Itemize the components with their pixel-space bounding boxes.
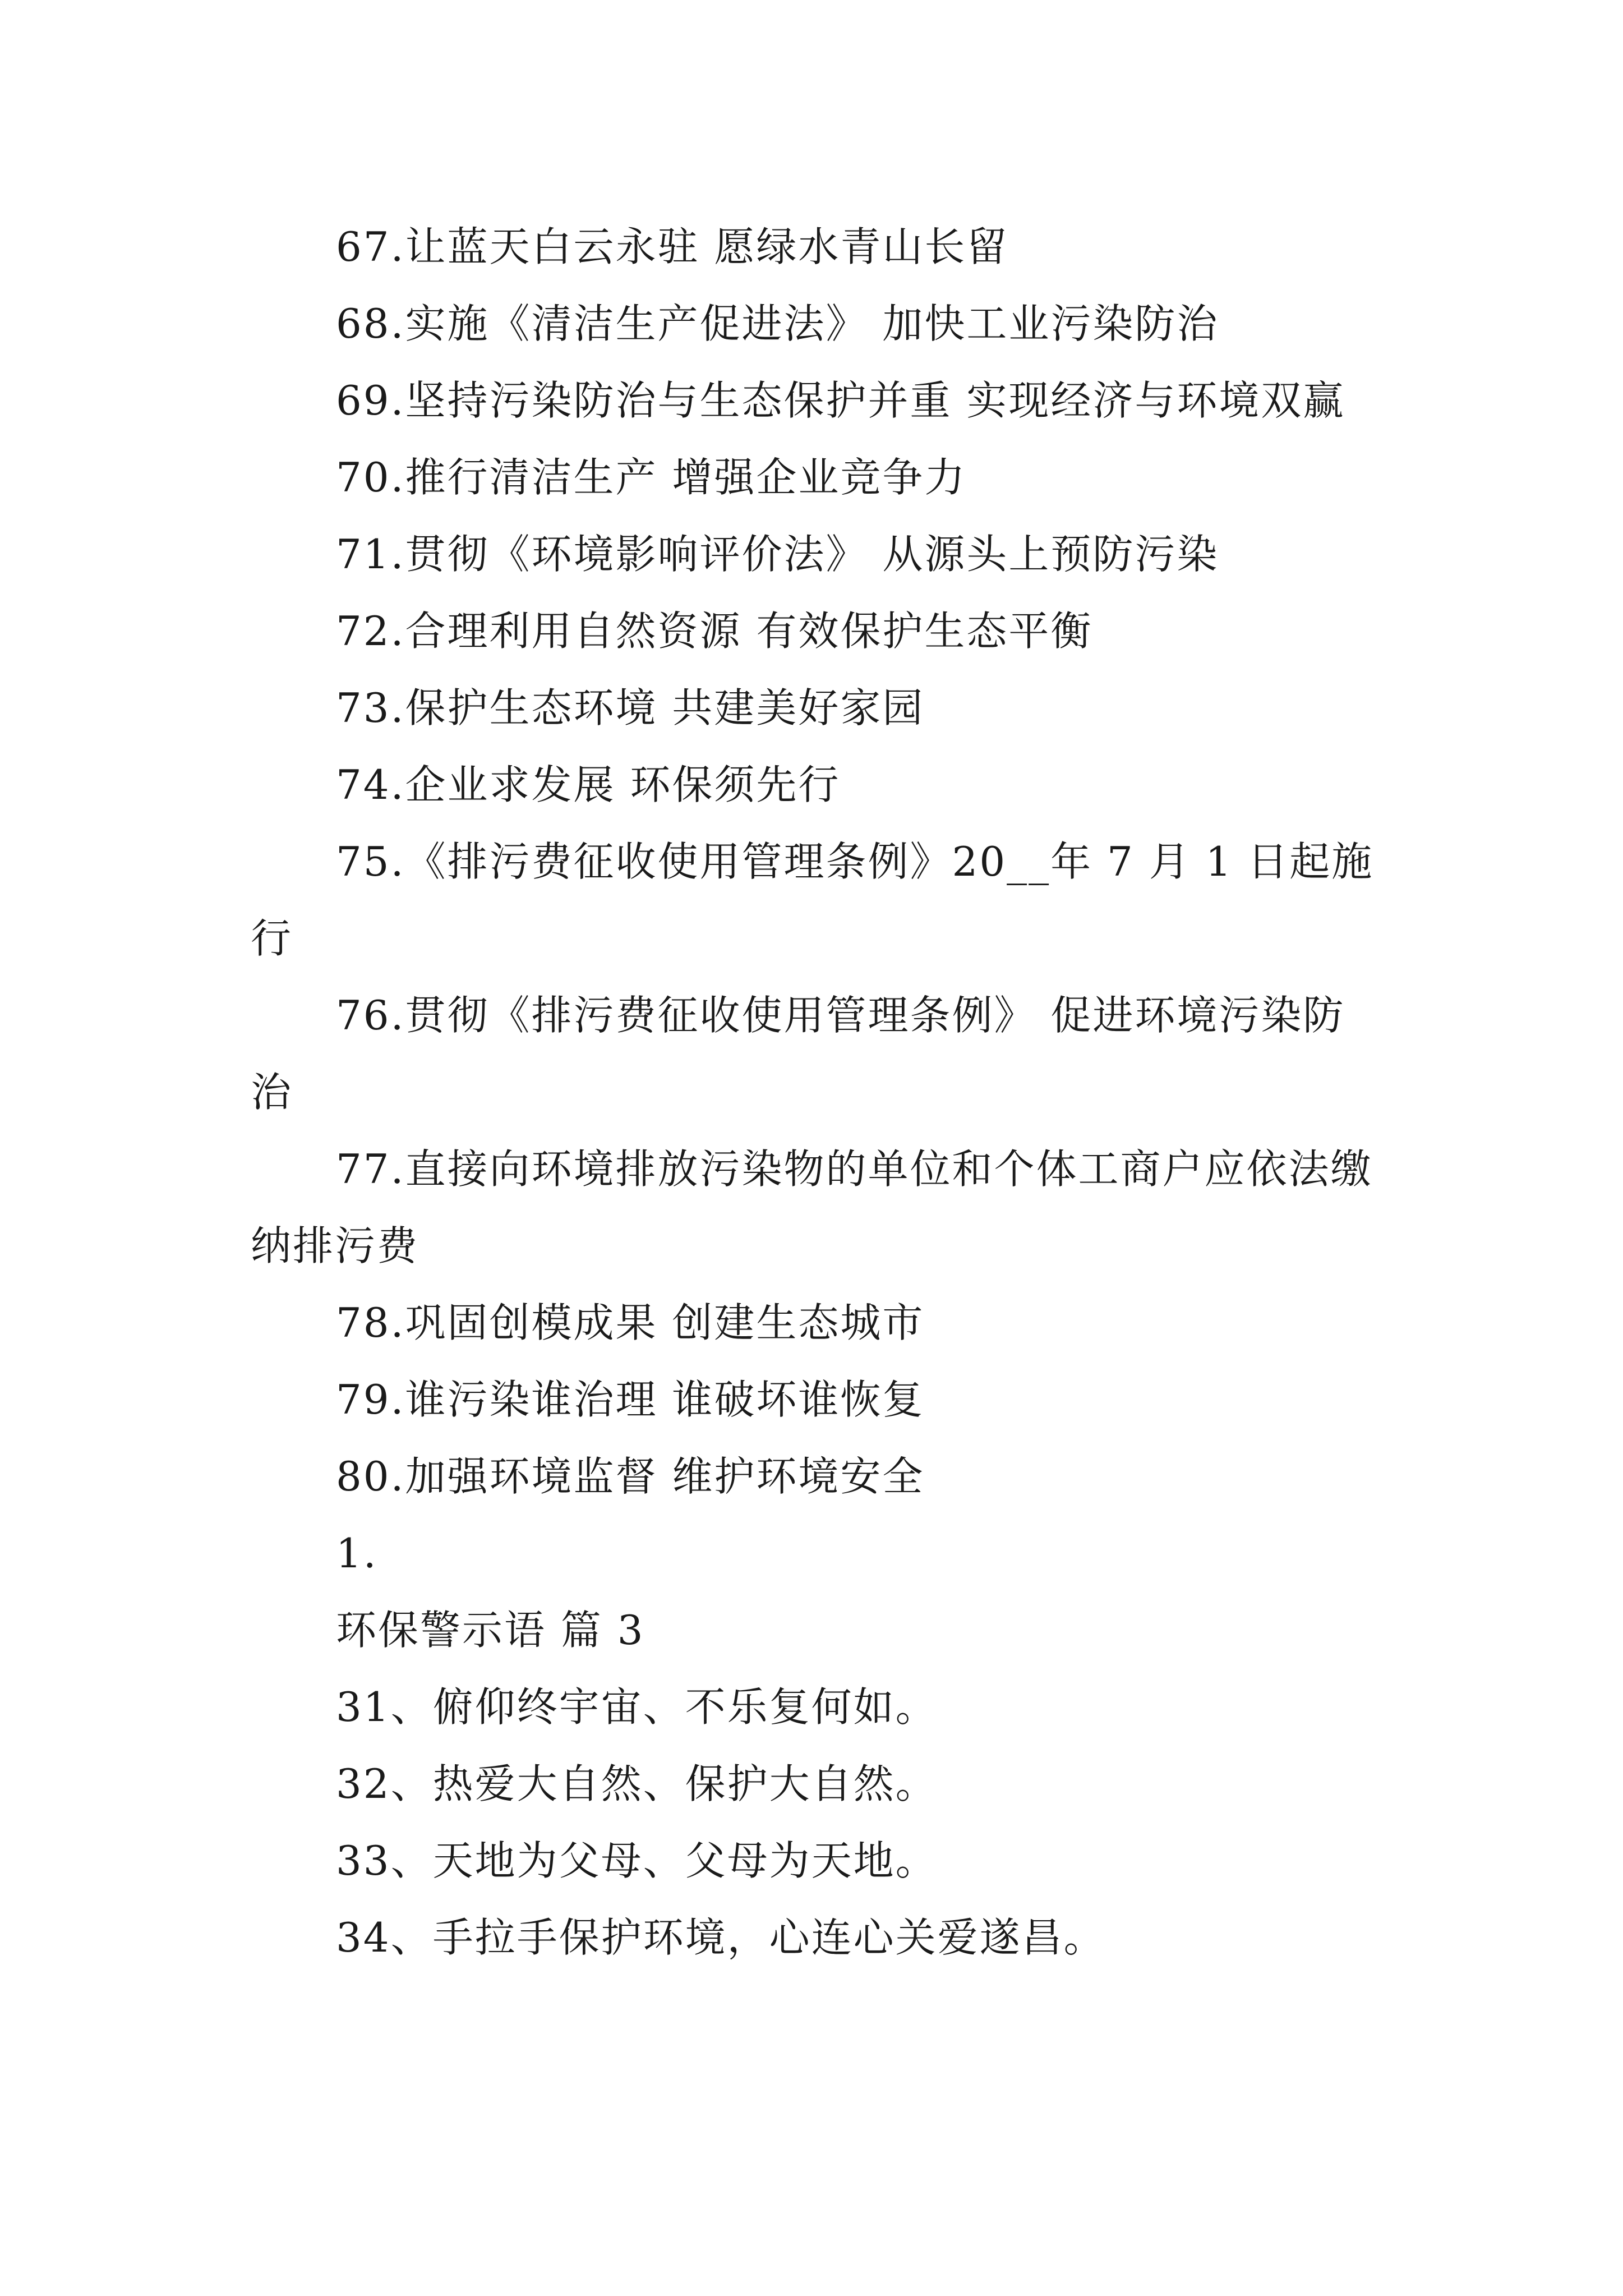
slogan-33: 33、天地为父母、父母为天地。 bbox=[336, 1837, 938, 1884]
slogan-67: 67.让蓝天白云永驻 愿绿水青山长留 bbox=[336, 223, 1009, 270]
list-number: 1. bbox=[336, 1530, 378, 1577]
slogan-73: 73.保护生态环境 共建美好家园 bbox=[336, 684, 925, 731]
slogan-77: 77.直接向环境排放污染物的单位和个体工商户应依法缴纳排污费 bbox=[251, 1145, 1373, 1269]
slogan-68: 68.实施《清洁生产促进法》 加快工业污染防治 bbox=[336, 300, 1219, 347]
slogan-75: 75.《排污费征收使用管理条例》20__年 7 月 1 日起施行 bbox=[251, 838, 1374, 962]
slogan-69: 69.坚持污染防治与生态保护并重 实现经济与环境双赢 bbox=[336, 377, 1345, 424]
slogan-79: 79.谁污染谁治理 谁破坏谁恢复 bbox=[336, 1376, 925, 1423]
slogan-76: 76.贯彻《排污费征收使用管理条例》 促进环境污染防治 bbox=[251, 992, 1345, 1116]
slogan-80: 80.加强环境监督 维护环境安全 bbox=[336, 1453, 925, 1500]
slogan-72: 72.合理利用自然资源 有效保护生态平衡 bbox=[336, 608, 1093, 655]
document-body bbox=[251, 209, 1378, 1976]
slogan-71: 71.贯彻《环境影响评价法》 从源头上预防污染 bbox=[336, 531, 1219, 578]
slogan-31: 31、俯仰终宇宙、不乐复何如。 bbox=[336, 1683, 938, 1731]
slogan-32: 32、热爱大自然、保护大自然。 bbox=[336, 1760, 938, 1807]
section-heading: 环保警示语 篇 3 bbox=[336, 1607, 645, 1654]
slogan-74: 74.企业求发展 环保须先行 bbox=[336, 761, 841, 808]
slogan-34: 34、手拉手保护环境，心连心关爱遂昌。 bbox=[336, 1914, 1106, 1961]
slogan-70: 70.推行清洁生产 增强企业竞争力 bbox=[336, 454, 967, 501]
slogan-78: 78.巩固创模成果 创建生态城市 bbox=[336, 1299, 925, 1346]
